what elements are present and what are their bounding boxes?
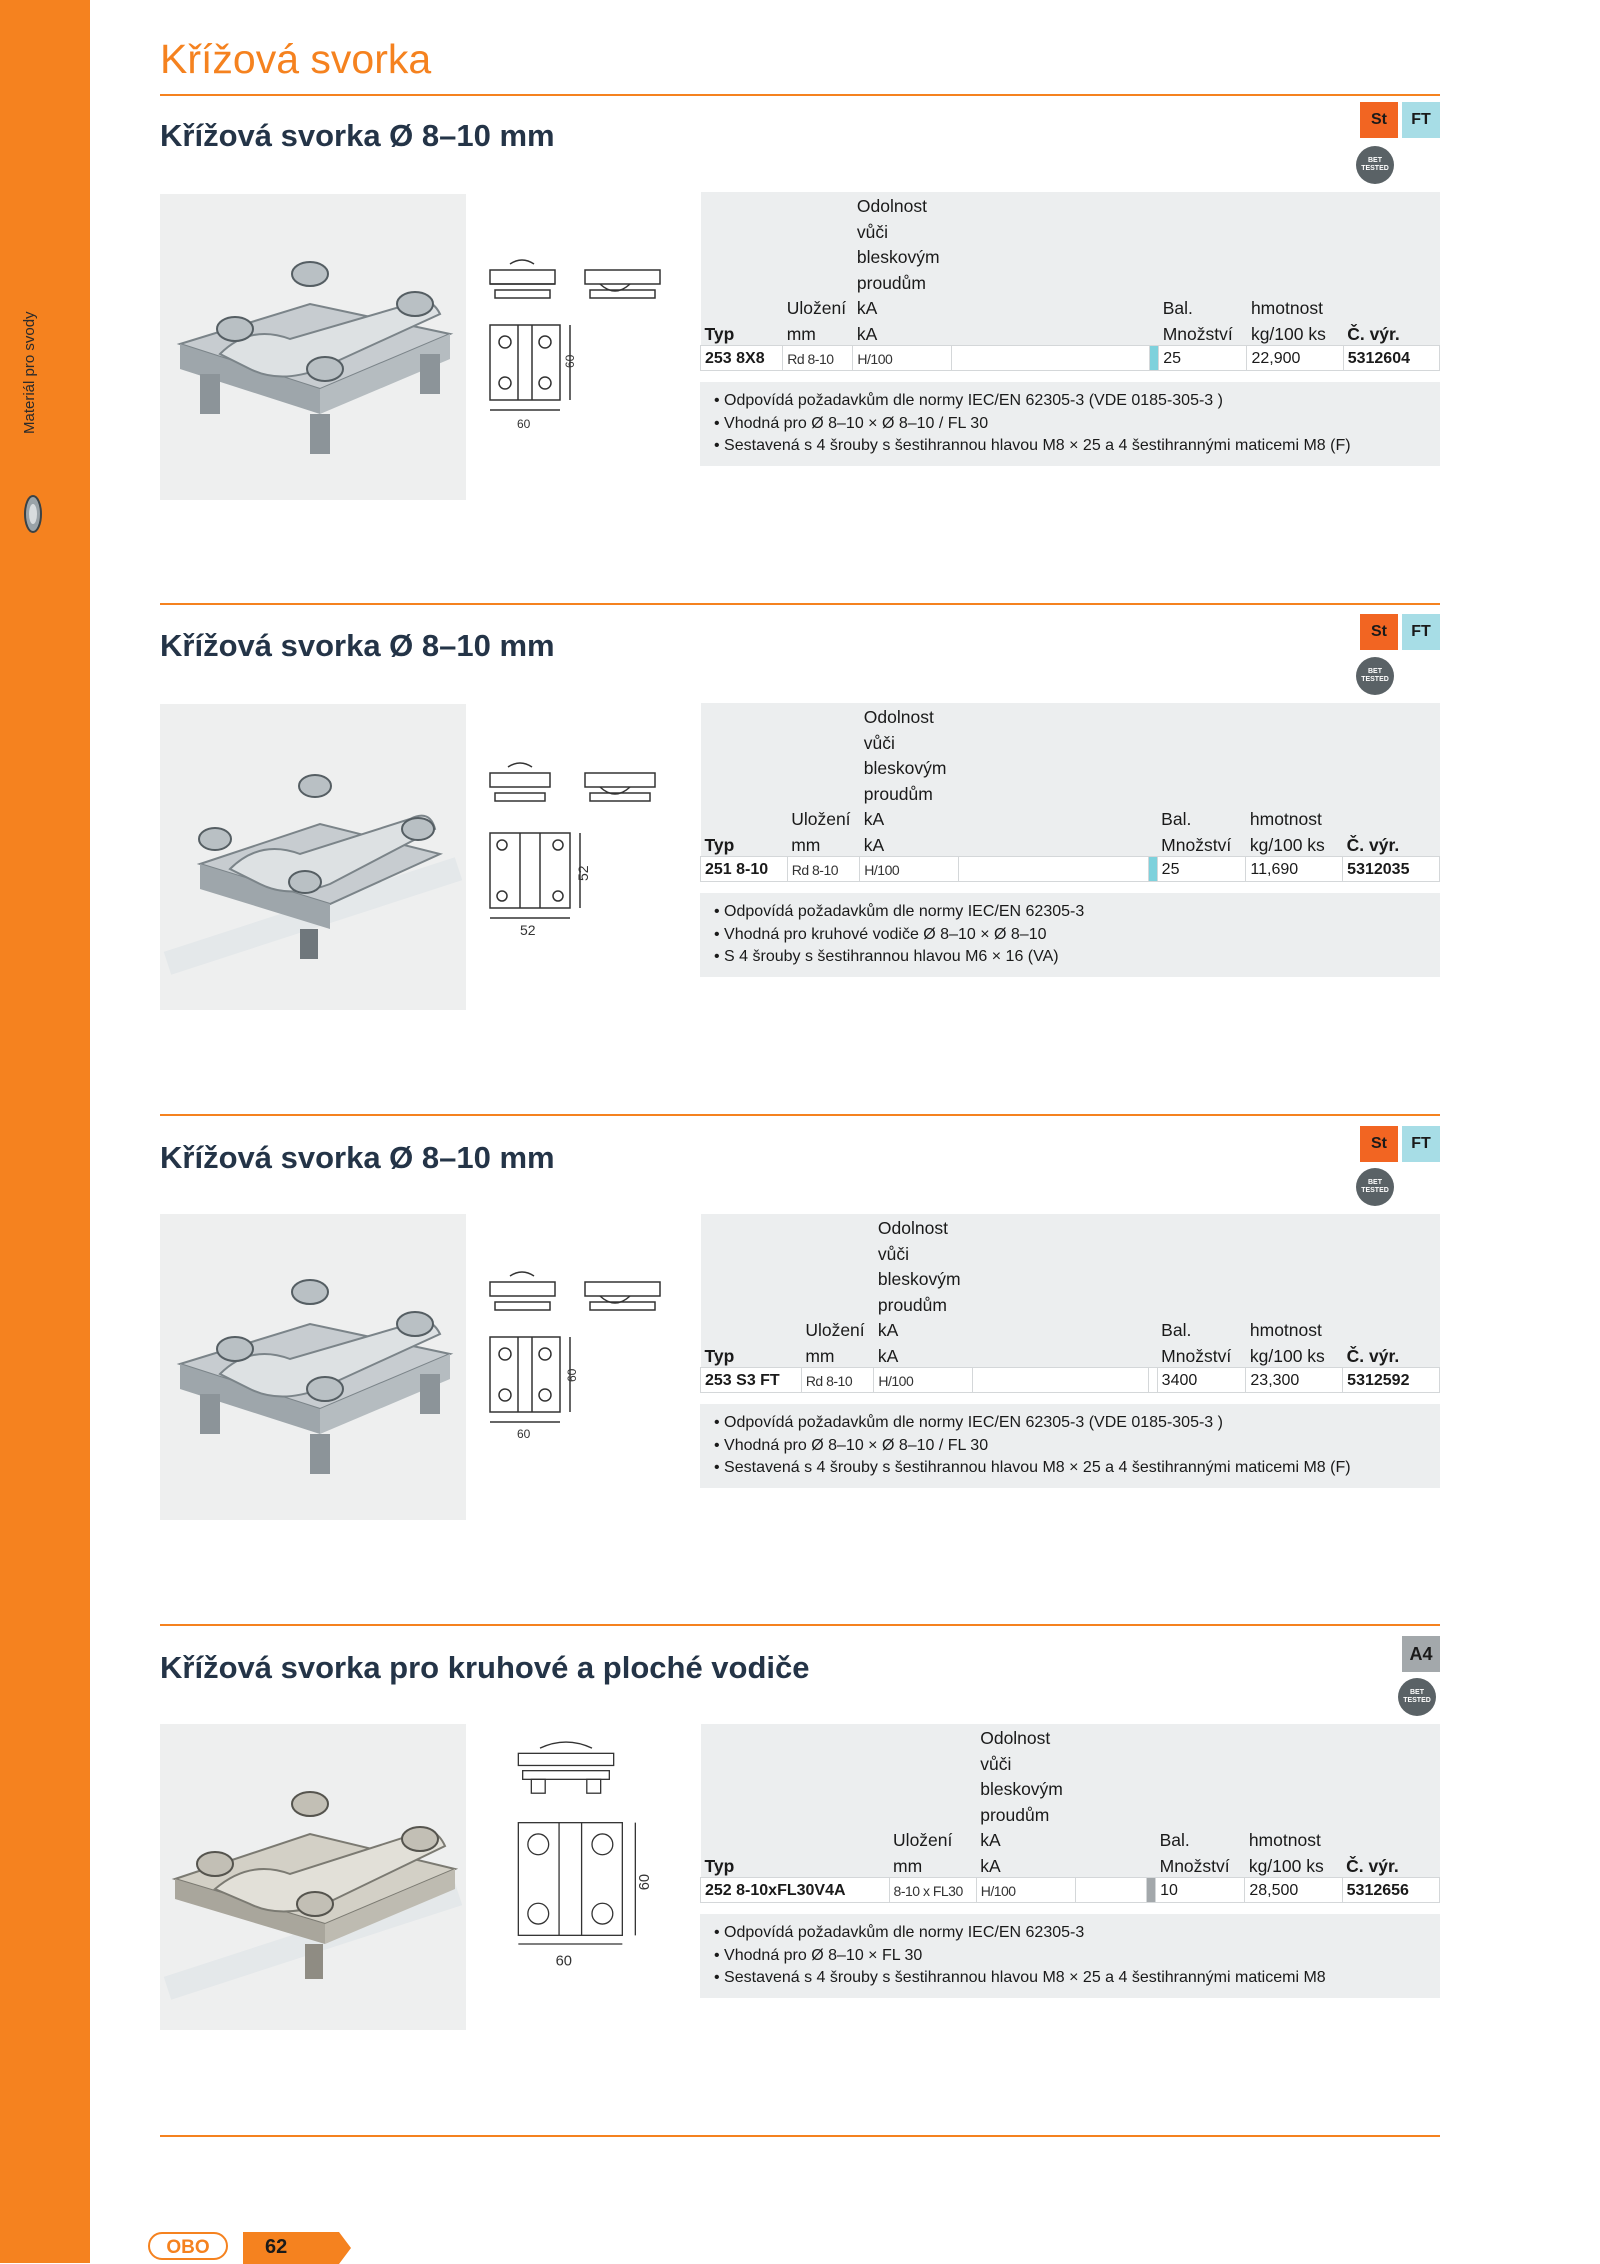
svg-text:52: 52: [520, 922, 536, 938]
page-title: Křížová svorka: [160, 36, 432, 82]
product-photo: [160, 704, 466, 1010]
product-section-3: [160, 1114, 1440, 1594]
badge-a4: A4: [1402, 1636, 1440, 1672]
svg-text:60: 60: [555, 1953, 572, 1970]
table-row: 252 8-10xFL30V4A 8-10 x FL30 H/100 10 28,500 5312656: [701, 1878, 1440, 1903]
svg-text:OBO: OBO: [166, 2237, 210, 2258]
section-title: Křížová svorka pro kruhové a ploché vodiče: [160, 1650, 810, 1685]
svg-text:52: 52: [575, 865, 591, 881]
product-photo: [160, 1214, 466, 1520]
badge-ft: FT: [1402, 614, 1440, 650]
bet-tested-icon: BET TESTED: [1356, 657, 1394, 695]
badge-st: St: [1360, 1126, 1398, 1162]
page-number: 62: [265, 2236, 288, 2258]
bottom-divider: [160, 2135, 1440, 2137]
badge-ft: FT: [1402, 102, 1440, 138]
svg-text:60: 60: [517, 417, 531, 431]
clamp-icon: [22, 492, 44, 536]
product-photo: [160, 1724, 466, 2030]
side-bar: [0, 0, 90, 2263]
badge-st: St: [1360, 102, 1398, 138]
product-photo: [160, 194, 466, 500]
product-notes: • Odpovídá požadavkům dle normy IEC/EN 62305-3 (VDE 0185-305-3 ) • Vhodná pro Ø 8–10 × Ø 8–10 / FL 30 • Sestavená s 4 šrouby s šestihrannou hlavou M8 × 25 a 4 šestihrannými maticemi M8 (F): [700, 1404, 1440, 1488]
product-section-4: [160, 1624, 1440, 2104]
spec-table: Odolnost vůči bleskovým proudům Uložení kA Bal. hmotnost Typ mm kA Množství kg/100 ks Č. výr. 251 8-10 Rd 8-10 H/100 25 11,690 5312035: [700, 703, 1440, 882]
section-divider: [160, 1114, 1440, 1116]
svg-text:60: 60: [565, 1368, 579, 1382]
badge-st: St: [1360, 614, 1398, 650]
bet-tested-icon: BET TESTED: [1398, 1678, 1436, 1716]
product-notes: • Odpovídá požadavkům dle normy IEC/EN 62305-3 (VDE 0185-305-3 ) • Vhodná pro Ø 8–10 × Ø 8–10 / FL 30 • Sestavená s 4 šrouby s šestihrannou hlavou M8 × 25 a 4 šestihrannými maticemi M8 (F): [700, 382, 1440, 466]
section-title: Křížová svorka Ø 8–10 mm: [160, 118, 555, 153]
page-number-tab: [243, 2232, 351, 2264]
bet-tested-icon: BET TESTED: [1356, 146, 1394, 184]
material-badges: [1360, 102, 1440, 138]
side-label: Materiál pro svody: [21, 311, 38, 434]
spec-table: Odolnost vůči bleskovým proudům Uložení kA Bal. hmotnost Typ mm kA Množství kg/100 ks Č. výr. 253 S3 FT Rd 8-10 H/100 3400 23,300 5312592: [700, 1214, 1440, 1393]
section-title: Křížová svorka Ø 8–10 mm: [160, 1140, 555, 1175]
product-notes: • Odpovídá požadavkům dle normy IEC/EN 62305-3 • Vhodná pro kruhové vodiče Ø 8–10 × Ø 8–10 • S 4 šrouby s šestihrannou hlavou M6 × 16 (VA): [700, 893, 1440, 977]
section-title: Křížová svorka Ø 8–10 mm: [160, 628, 555, 663]
svg-text:60: 60: [637, 1873, 654, 1891]
badge-ft: FT: [1402, 1126, 1440, 1162]
bet-tested-icon: BET TESTED: [1356, 1168, 1394, 1206]
product-section-1: [160, 94, 1440, 574]
svg-text:60: 60: [517, 1427, 531, 1441]
table-row: 253 8X8 Rd 8-10 H/100 25 22,900 5312604: [701, 346, 1440, 371]
spec-table: Odolnost vůči bleskovým proudům Uložení kA Bal. hmotnost Typ mm kA Množství kg/100 ks Č. výr. 253 8X8 Rd 8-10 H/100 25 22,900 5312604: [700, 192, 1440, 371]
section-divider: [160, 1624, 1440, 1626]
table-row: 251 8-10 Rd 8-10 H/100 25 11,690 5312035: [701, 857, 1440, 882]
obo-logo: [148, 2232, 228, 2260]
material-badges: [1402, 1636, 1440, 1672]
material-badges: [1360, 614, 1440, 650]
table-row: 253 S3 FT Rd 8-10 H/100 3400 23,300 5312592: [701, 1368, 1440, 1393]
product-notes: • Odpovídá požadavkům dle normy IEC/EN 62305-3 • Vhodná pro Ø 8–10 × FL 30 • Sestavená s 4 šrouby s šestihrannou hlavou M8 × 25 a 4 šestihrannými maticemi M8: [700, 1914, 1440, 1998]
spec-table: Odolnost vůči bleskovým proudům Uložení kA Bal. hmotnost Typ mm kA Množství kg/100 ks Č. výr. 252 8-10xFL30V4A 8-10 x FL30 H/100 10 28,500 5312656: [700, 1724, 1440, 1903]
material-badges: [1360, 1126, 1440, 1162]
section-divider: [160, 603, 1440, 605]
product-section-2: [160, 603, 1440, 1083]
svg-text:60: 60: [563, 354, 577, 368]
